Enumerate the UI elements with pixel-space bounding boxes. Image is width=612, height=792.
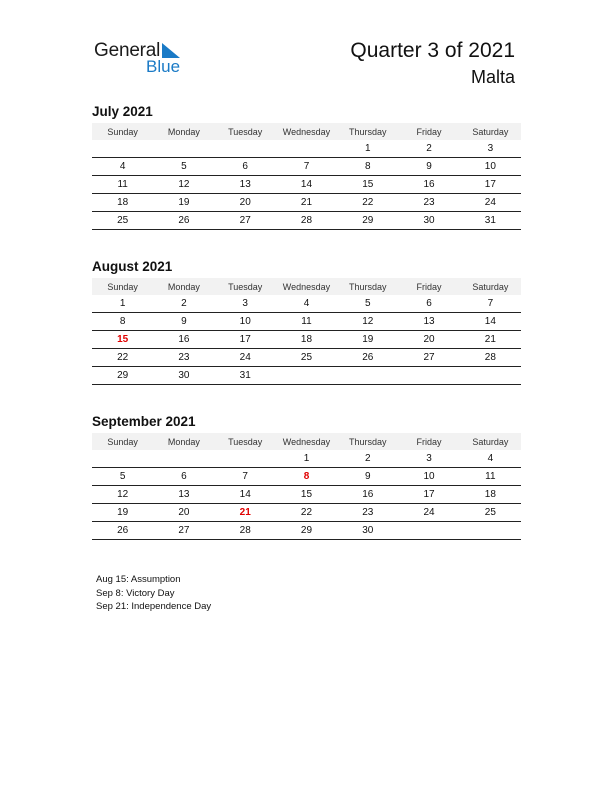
- day-cell: 12: [337, 313, 398, 331]
- logo-blue-text: Blue: [146, 57, 181, 76]
- weekday-header-row: [92, 123, 521, 140]
- day-cell: 4: [92, 158, 153, 176]
- day-cell: [215, 450, 276, 468]
- day-cell: 7: [276, 158, 337, 176]
- week-row: [92, 367, 521, 385]
- weekday-header: Tuesday: [215, 278, 276, 295]
- weekday-header: Sunday: [92, 123, 153, 140]
- day-cell: [276, 140, 337, 158]
- day-cell: 26: [337, 349, 398, 367]
- weekday-header: Monday: [153, 278, 214, 295]
- week-row: [92, 468, 521, 486]
- weekday-header: Wednesday: [276, 433, 337, 450]
- calendar-table: [92, 433, 521, 540]
- calendar-table: [92, 278, 521, 385]
- day-cell: 6: [215, 158, 276, 176]
- day-cell: 21: [276, 194, 337, 212]
- month-title: September 2021: [92, 414, 196, 429]
- day-cell: 8: [92, 313, 153, 331]
- weekday-header-row: [92, 278, 521, 295]
- day-cell: 6: [153, 468, 214, 486]
- calendar-table: [92, 123, 521, 230]
- day-cell: 5: [92, 468, 153, 486]
- day-cell-holiday: 15: [92, 331, 153, 349]
- day-cell: 28: [215, 522, 276, 540]
- day-cell: 4: [460, 450, 521, 468]
- day-cell: 16: [153, 331, 214, 349]
- week-row: [92, 176, 521, 194]
- day-cell: 7: [460, 295, 521, 313]
- holiday-notes: [96, 573, 211, 614]
- week-row: [92, 486, 521, 504]
- logo: [94, 40, 194, 80]
- day-cell: 19: [92, 504, 153, 522]
- day-cell: 23: [398, 194, 459, 212]
- holiday-note: Sep 21: Independence Day: [96, 601, 212, 612]
- weekday-header: Friday: [398, 123, 459, 140]
- day-cell: [398, 522, 459, 540]
- day-cell: 17: [215, 331, 276, 349]
- day-cell: 25: [276, 349, 337, 367]
- day-cell: 20: [398, 331, 459, 349]
- day-cell: 25: [460, 504, 521, 522]
- day-cell: [215, 140, 276, 158]
- weekday-header: Saturday: [460, 123, 521, 140]
- day-cell: 24: [460, 194, 521, 212]
- day-cell: [337, 367, 398, 385]
- day-cell: 26: [92, 522, 153, 540]
- day-cell: 7: [215, 468, 276, 486]
- day-cell: 15: [337, 176, 398, 194]
- weekday-header: Wednesday: [276, 278, 337, 295]
- day-cell: 5: [153, 158, 214, 176]
- day-cell: 1: [337, 140, 398, 158]
- month-title: August 2021: [92, 259, 173, 274]
- day-cell: 3: [215, 295, 276, 313]
- day-cell: 12: [153, 176, 214, 194]
- day-cell: 13: [153, 486, 214, 504]
- day-cell: 17: [460, 176, 521, 194]
- week-row: [92, 295, 521, 313]
- day-cell: [92, 450, 153, 468]
- week-row: [92, 522, 521, 540]
- week-row: [92, 450, 521, 468]
- day-cell: 13: [398, 313, 459, 331]
- day-cell: 11: [92, 176, 153, 194]
- day-cell: 28: [460, 349, 521, 367]
- week-row: [92, 349, 521, 367]
- day-cell: 17: [398, 486, 459, 504]
- day-cell: 2: [337, 450, 398, 468]
- day-cell: 22: [92, 349, 153, 367]
- day-cell: 3: [398, 450, 459, 468]
- day-cell: [460, 522, 521, 540]
- day-cell: 30: [398, 212, 459, 230]
- day-cell: 14: [460, 313, 521, 331]
- logo-general-text: General: [94, 40, 161, 61]
- day-cell: 31: [460, 212, 521, 230]
- week-row: [92, 194, 521, 212]
- day-cell: 5: [337, 295, 398, 313]
- week-row: [92, 313, 521, 331]
- weekday-header: Wednesday: [276, 123, 337, 140]
- day-cell: 24: [215, 349, 276, 367]
- week-row: [92, 158, 521, 176]
- weekday-header: Saturday: [460, 433, 521, 450]
- day-cell: [398, 367, 459, 385]
- day-cell: 30: [337, 522, 398, 540]
- weekday-header: Tuesday: [215, 123, 276, 140]
- day-cell: 18: [92, 194, 153, 212]
- day-cell: 27: [215, 212, 276, 230]
- day-cell: 30: [153, 367, 214, 385]
- day-cell: 16: [337, 486, 398, 504]
- day-cell: 18: [460, 486, 521, 504]
- weekday-header: Saturday: [460, 278, 521, 295]
- week-row: [92, 331, 521, 349]
- day-cell: [276, 367, 337, 385]
- weekday-header: Thursday: [337, 123, 398, 140]
- day-cell: 12: [92, 486, 153, 504]
- day-cell: 1: [276, 450, 337, 468]
- day-cell: 25: [92, 212, 153, 230]
- calendar-body: [92, 295, 521, 385]
- weekday-header: Friday: [398, 278, 459, 295]
- day-cell-holiday: 8: [276, 468, 337, 486]
- weekday-header-row: [92, 433, 521, 450]
- weekday-header: Thursday: [337, 433, 398, 450]
- day-cell: 10: [215, 313, 276, 331]
- day-cell: [92, 140, 153, 158]
- weekday-header: Monday: [153, 433, 214, 450]
- calendar-body: [92, 450, 521, 540]
- weekday-header: Friday: [398, 433, 459, 450]
- day-cell: 13: [215, 176, 276, 194]
- month-august: [92, 259, 521, 385]
- day-cell: 27: [153, 522, 214, 540]
- holiday-note: Sep 8: Victory Day: [96, 587, 175, 599]
- country-name: Malta: [470, 67, 515, 87]
- day-cell: 8: [337, 158, 398, 176]
- month-title: July 2021: [92, 104, 153, 119]
- weekday-header: Thursday: [337, 278, 398, 295]
- day-cell: [460, 367, 521, 385]
- day-cell: [153, 140, 214, 158]
- day-cell: 15: [276, 486, 337, 504]
- weekday-header: Sunday: [92, 278, 153, 295]
- day-cell: 23: [337, 504, 398, 522]
- day-cell: 31: [215, 367, 276, 385]
- day-cell: 4: [276, 295, 337, 313]
- day-cell: 28: [276, 212, 337, 230]
- weekday-header: Sunday: [92, 433, 153, 450]
- holiday-note: Aug 15: Assumption: [96, 574, 181, 585]
- day-cell: 22: [337, 194, 398, 212]
- week-row: [92, 140, 521, 158]
- day-cell: 2: [398, 140, 459, 158]
- day-cell: 10: [398, 468, 459, 486]
- day-cell: 9: [398, 158, 459, 176]
- day-cell: 23: [153, 349, 214, 367]
- day-cell: [153, 450, 214, 468]
- day-cell: 6: [398, 295, 459, 313]
- month-september: [92, 414, 521, 540]
- page-title: Quarter 3 of 2021: [350, 39, 515, 62]
- day-cell: 11: [276, 313, 337, 331]
- day-cell: 18: [276, 331, 337, 349]
- weekday-header: Monday: [153, 123, 214, 140]
- day-cell: 21: [460, 331, 521, 349]
- week-row: [92, 504, 521, 522]
- day-cell: 24: [398, 504, 459, 522]
- day-cell: 3: [460, 140, 521, 158]
- day-cell: 27: [398, 349, 459, 367]
- day-cell: 26: [153, 212, 214, 230]
- day-cell: 2: [153, 295, 214, 313]
- day-cell: 10: [460, 158, 521, 176]
- month-july: [92, 104, 521, 230]
- day-cell: 19: [337, 331, 398, 349]
- day-cell: 16: [398, 176, 459, 194]
- day-cell: 9: [337, 468, 398, 486]
- day-cell: 14: [276, 176, 337, 194]
- day-cell: 9: [153, 313, 214, 331]
- day-cell: 14: [215, 486, 276, 504]
- day-cell-holiday: 21: [215, 504, 276, 522]
- calendar-body: [92, 140, 521, 230]
- day-cell: 19: [153, 194, 214, 212]
- day-cell: 29: [276, 522, 337, 540]
- day-cell: 1: [92, 295, 153, 313]
- day-cell: 20: [153, 504, 214, 522]
- week-row: [92, 212, 521, 230]
- day-cell: 11: [460, 468, 521, 486]
- day-cell: 29: [92, 367, 153, 385]
- day-cell: 29: [337, 212, 398, 230]
- weekday-header: Tuesday: [215, 433, 276, 450]
- day-cell: 20: [215, 194, 276, 212]
- day-cell: 22: [276, 504, 337, 522]
